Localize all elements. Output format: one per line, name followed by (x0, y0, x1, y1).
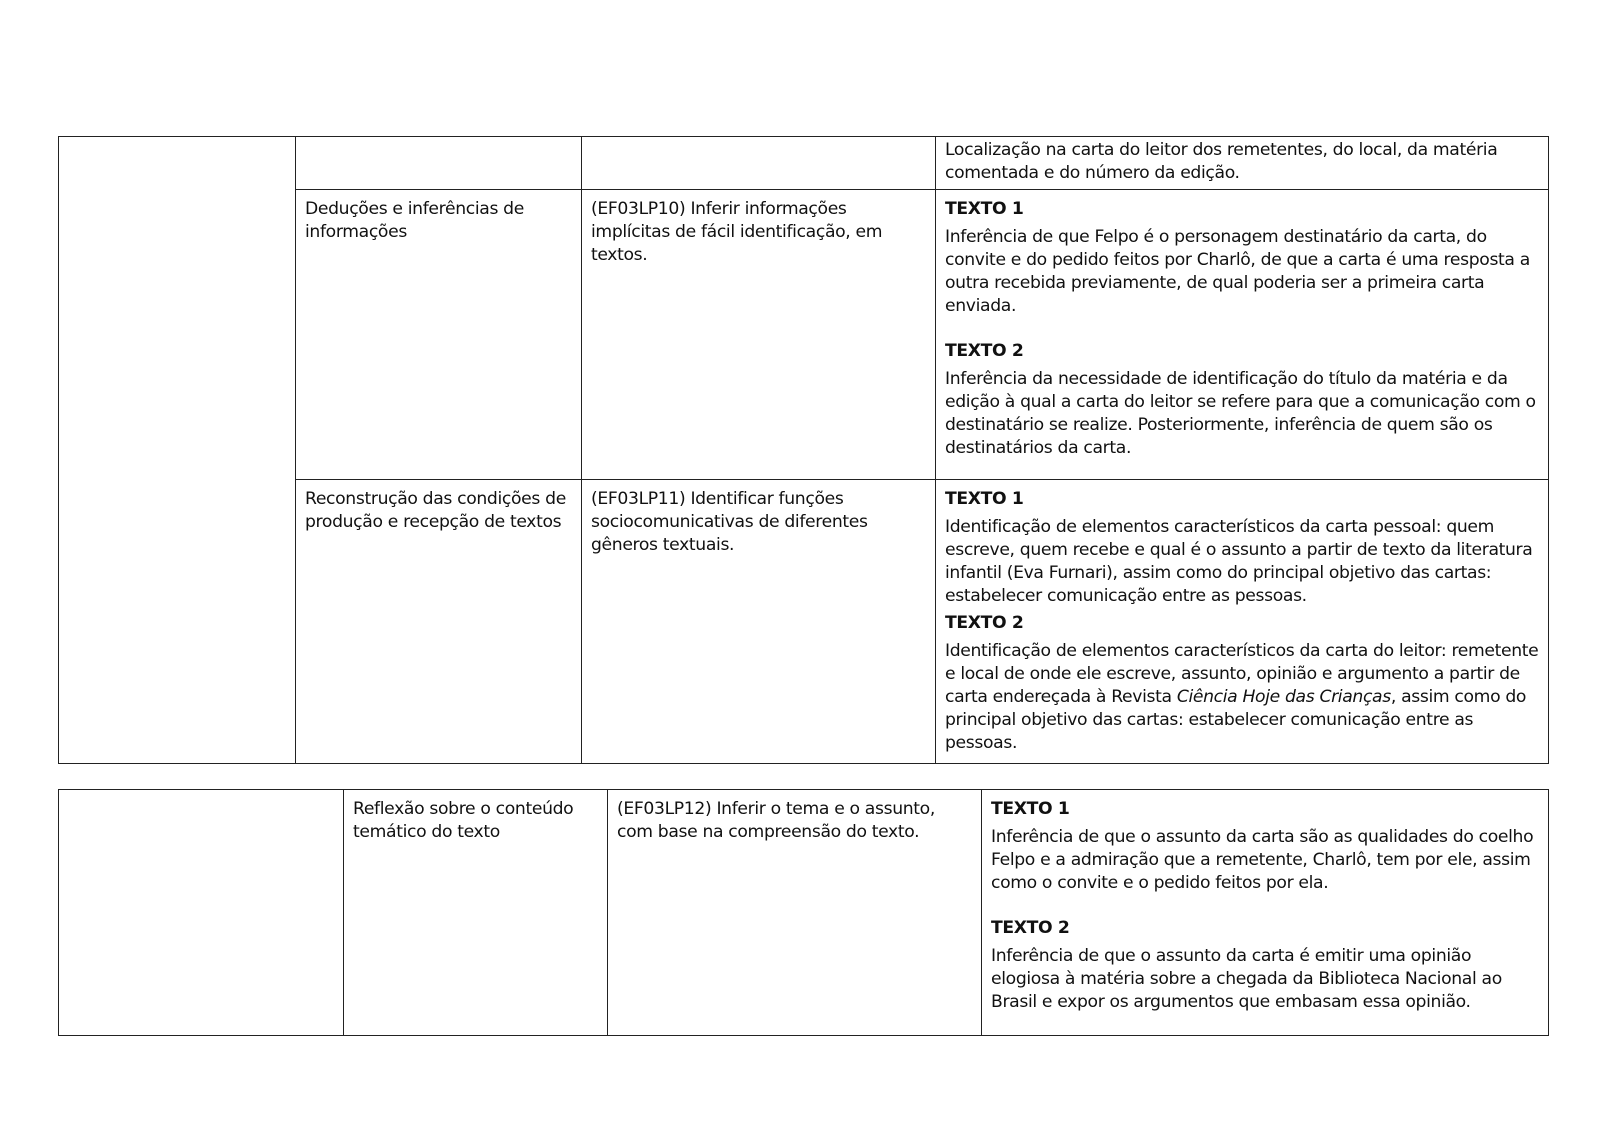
expectativa-cell (982, 790, 1549, 1036)
expectativa-cell (936, 480, 1549, 764)
objeto-text: Reconstrução das condições de produção e recepção de textos (305, 489, 566, 532)
texto-2-heading: TEXTO 2 (945, 613, 1024, 633)
objeto-text: Reflexão sobre o conteúdo temático do texto (353, 799, 574, 842)
habilidade-cell (582, 190, 936, 480)
habilidade-text: (EF03LP11) Identificar funções sociocomunicativas de diferentes gêneros textuais. (591, 489, 868, 555)
unit-cell-empty (59, 790, 344, 1036)
expectativa-cell (936, 137, 1549, 190)
unit-cell-empty (59, 137, 296, 764)
skills-table-next (58, 789, 1549, 1036)
texto-1-text: Identificação de elementos característicos da carta pessoal: quem escreve, quem recebe e qual é o assunto a partir de texto da literatura infantil (Eva Furnari), assim como do principal objetivo das cartas: estabelecer comunicação entre as pessoas. (945, 517, 1533, 606)
texto-2-text-part-a: Identificação de elementos característicos da carta do leitor: remetente e local de onde ele escreve, assunto, opinião e argumento a partir de carta endereçada à Revista (945, 641, 1539, 707)
expectativa-cell (936, 190, 1549, 480)
texto-2-text (945, 640, 1539, 755)
table-row (59, 137, 1549, 190)
objeto-cell (296, 190, 582, 480)
objeto-cell-empty (296, 137, 582, 190)
texto-1-text: Inferência de que o assunto da carta são as qualidades do coelho Felpo e a admiração que a remetente, Charlô, tem por ele, assim como o convite e o pedido feitos por ela. (991, 827, 1534, 893)
habilidade-cell (582, 480, 936, 764)
habilidade-cell-empty (582, 137, 936, 190)
habilidade-text: (EF03LP12) Inferir o tema e o assunto, com base na compreensão do texto. (617, 799, 935, 842)
expectativa-text: Localização na carta do leitor dos remetentes, do local, da matéria comentada e do número da edição. (945, 140, 1498, 183)
objeto-text: Deduções e inferências de informações (305, 199, 524, 242)
objeto-cell (296, 480, 582, 764)
skills-table-continued (58, 136, 1549, 764)
table-row (59, 790, 1549, 1036)
habilidade-cell (608, 790, 982, 1036)
magazine-title: Ciência Hoje das Crianças (1176, 687, 1391, 707)
texto-1-heading: TEXTO 1 (945, 489, 1024, 509)
texto-2-heading: TEXTO 2 (991, 918, 1070, 938)
texto-2-heading: TEXTO 2 (945, 341, 1024, 361)
texto-2-text-part-b: , assim como do principal objetivo das cartas: estabelecer comunicação entre as pessoas. (945, 687, 1527, 753)
texto-2-text: Inferência da necessidade de identificação do título da matéria e da edição à qual a carta do leitor se refere para que a comunicação com o destinatário se realize. Posteriormente, inferência de quem são os destinatários da carta. (945, 369, 1536, 458)
texto-2-text: Inferência de que o assunto da carta é emitir uma opinião elogiosa à matéria sobre a chegada da Biblioteca Nacional ao Brasil e expor os argumentos que embasam essa opinião. (991, 946, 1502, 1012)
texto-1-heading: TEXTO 1 (991, 799, 1070, 819)
objeto-cell (344, 790, 608, 1036)
habilidade-text: (EF03LP10) Inferir informações implícitas de fácil identificação, em textos. (591, 199, 883, 265)
texto-1-heading: TEXTO 1 (945, 199, 1024, 219)
texto-1-text: Inferência de que Felpo é o personagem destinatário da carta, do convite e do pedido feitos por Charlô, de que a carta é uma resposta a outra recebida previamente, de qual poderia ser a primeira carta enviada. (945, 227, 1530, 316)
